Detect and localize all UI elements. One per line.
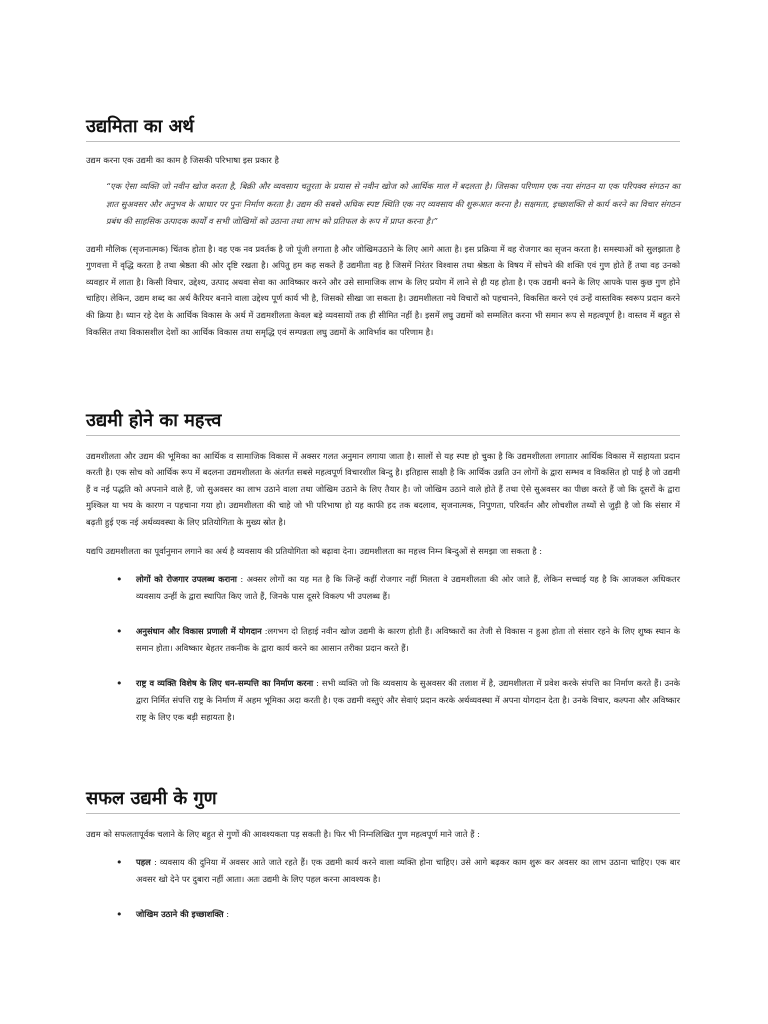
list-item [86,571,680,605]
section-heading: उद्यमी होने का महत्त्व [86,410,680,436]
bullet-icon: • [116,625,123,639]
bullet-icon: • [116,573,123,587]
section-qualities [86,788,680,923]
section-intro: उद्यम को सफलतापूर्वक चलाने के लिए बहुत से गुणों की आवश्यकता पड़ सकती है। फिर भी निम्नलिखित गुण महत्वपूर्ण माने जाते हैं : [86,828,480,839]
list-item [86,906,680,923]
list-item [86,854,680,888]
section-meaning [86,116,680,340]
list-item [86,675,680,726]
section-body: उद्यमी मौलिक (सृजनात्मक) चिंतक होता है। वह एक नव प्रवर्तक है जो पूंजी लगाता है और जोखिमउठाने के लिए आगे आता है। इस प्रक्रिया में वह रोजगार का सृजन करता है। समस्याओं को सुलझाता है गुणवत्ता में वृद्धि करता है तथा श्रेष्ठता की ओर दृष्टि रखता है। अपितु हम कह सकते हैं उद्यमीता वह है जिसमें निरंतर विश्वास तथा श्रेष्ठता के विषय में सोचने की शक्ति एवं गुण होते हैं तथा वह उनको व्यवहार में लाता है। किसी विचार, उद्देश्य, उत्पाद अथवा सेवा का आविष्कार करने और उसे सामाजिक लाभ के लिए प्रयोग में लाने से ही यह होता है। एक उद्यमी बनने के लिए आपके पास कुछ गुण होने चाहिए। लेकिन, उद्यम शब्द का अर्थ कैरियर बनाने वाला उद्देश्य पूर्ण कार्य भी है, जिसको सीखा जा सकता है। उद्यमशीलता नये विचारों को पहचानने, विकसित करने एवं उन्हें वास्तविक स्वरूप प्रदान करने की क्रिया है। ध्यान रहे देश के आर्थिक विकास के अर्थ में उद्यमशीलता केवल बड़े व्यवसायों तक ही सीमित नहीं है। इसमें लघु उद्यमों को सम्मलित करना भी समान रूप से महत्वपूर्ण है। वास्तव में बहुत से विकसित तथा विकासशील देशों का आर्थिक विकास तथा समृद्धि एवं सम्पन्नता लघु उद्यमों के आविर्भाव का परिणाम है। [86,243,680,337]
section-heading: सफल उद्यमी के गुण [86,788,680,814]
qualities-list [86,854,680,923]
bullet-icon: • [116,908,123,922]
list-item-text: : सभी व्यक्ति जो कि व्यवसाय के सुअवसर की तलाश में है, उद्यमशीलता में प्रवेश करके संपत्ति का निर्माण करते हैं। उनके द्वारा निर्मित संपत्ति राष्ट्र के निर्माण में अहम भूमिका अदा करती है। एक उद्यमी वस्तुएं और सेवाएं प्रदान करके अर्थव्यवस्था में अपना योगदान देता है। उनके विचार, कल्पना और अविष्कार राष्ट्र के लिए एक बड़ी सहायता है। [136,678,680,723]
list-item-title: अनुसंधान और विकास प्रणाली में योगदान [136,626,262,637]
section-intro: उद्यम करना एक उद्यमी का काम है जिसकी परिभाषा इस प्रकार है [86,154,279,165]
list-item-title: राष्ट्र व व्यक्ति विशेष के लिए धन-सम्पत्ति का निर्माण करना [136,678,314,689]
bullet-icon: • [116,856,123,870]
section-body: यद्यपि उद्यमशीलता का पूर्वानुमान लगाने का अर्थ है व्यवसाय की प्रतियोगिता को बढ़ावा देना। उद्यमशीलता का महत्त्व निम्न बिन्दुओं से समझा जा सकता है : [86,545,543,556]
list-item-text: :लगभग दो तिहाई नवीन खोज उद्यमी के कारण होती हैं। अविष्कारों का तेजी से विकास न हुआ होता तो संसार रहने के लिए शुष्क स्थान के समान होता। अविष्कार बेहतर तकनीक के द्वारा कार्य करने का आसान तरीका प्रदान करते हैं। [136,626,680,654]
definition-quote: “एक ऐसा व्यक्ति जो नवीन खोज करता है, बिक्री और व्यवसाय चतुरता के प्रयास से नवीन खोज को आर्थिक माल में बदलता है। जिसका परिणाम एक नया संगठन या एक परिपक्व संगठन का ज्ञात सुअवसर और अनुभव के आधार पर पुनः निर्माण करता है। उद्यम की सबसे अधिक स्पष्ट स्थिति एक नए व्यवसाय की शुरूआत करना है। सक्षमता, इच्छाशक्ति से कार्य करने का विचार संगठन प्रबंध की साहसिक उत्पादक कार्यों व सभी जोखिमों को उठाना तथा लाभ को प्रतिफल के रूप में प्राप्त करना है।” [106,181,680,227]
bullet-icon: • [116,677,123,691]
importance-list [86,571,680,726]
list-item-title: लोगों को रोजगार उपलब्ध कराना [136,574,237,585]
list-item [86,623,680,657]
section-body: उद्यमशीलता और उद्यम की भूमिका का आर्थिक व सामाजिक विकास में अक्सर गलत अनुमान लगाया जाता है। सालों से यह स्पष्ट हो चुका है कि उद्यमशीलता लगातार आर्थिक विकास में सहायता प्रदान करती है। एक सोच को आर्थिक रूप में बदलना उद्यमशीलता के अंतर्गत सबसे महत्वपूर्ण विचारशील बिन्दु है। इतिहास साक्षी है कि आर्थिक उन्नति उन लोगों के द्वारा सम्भव व विकसित हो पाई है जो उद्यमी हैं व नई पद्धति को अपनाने वाले हैं, जो सुअवसर का लाभ उठाने वाला तथा जोखिम उठाने के लिए तैयार है। जो जोखिम उठाने वाले होते हैं तथा ऐसे सुअवसर का पीछा करते हैं जो कि दूसरों के द्वारा मुश्किल या भय के कारण न पहचाना गया हो। उद्यमशीलता की चाहे जो भी परिभाषा हो यह काफी हद तक बदलाव, सृजनात्मक, निपुणता, परिवर्तन और लोचशील तथ्यों से जुड़ी है जो कि संसार में बढ़ती हुई एक नई अर्थव्यवस्था के लिए प्रतियोगिता के मुख्य स्रोत है। [86,450,680,527]
section-heading: उद्यमिता का अर्थ [86,116,680,142]
list-item-text: : अक्सर लोगों का यह मत है कि जिन्हें कहीं रोजगार नहीं मिलता वे उद्यमशीलता की ओर जाते हैं, लेकिन सच्चाई यह है कि आजकल अधिकतर व्यवसाय उन्हीं के द्वारा स्थापित किए जाते हैं, जिनके पास दूसरे विकल्प भी उपलब्ध हैं। [136,574,681,602]
list-item-text: : व्यवसाय की दुनिया में अवसर आते जाते रहते हैं। एक उद्यमी कार्य करने वाला व्यक्ति होना चाहिए। उसे आगे बढ़कर काम शुरू कर अवसर का लाभ उठाना चाहिए। एक बार अवसर खो देने पर दुबारा नहीं आता। अतः उद्यमी के लिए पहल करना आवश्यक है। [136,857,680,885]
list-item-title: पहल [136,857,151,868]
list-item-title: जोखिम उठाने की इच्छाशक्ति [136,909,224,920]
section-importance [86,410,680,726]
list-item-text: : [226,909,230,920]
